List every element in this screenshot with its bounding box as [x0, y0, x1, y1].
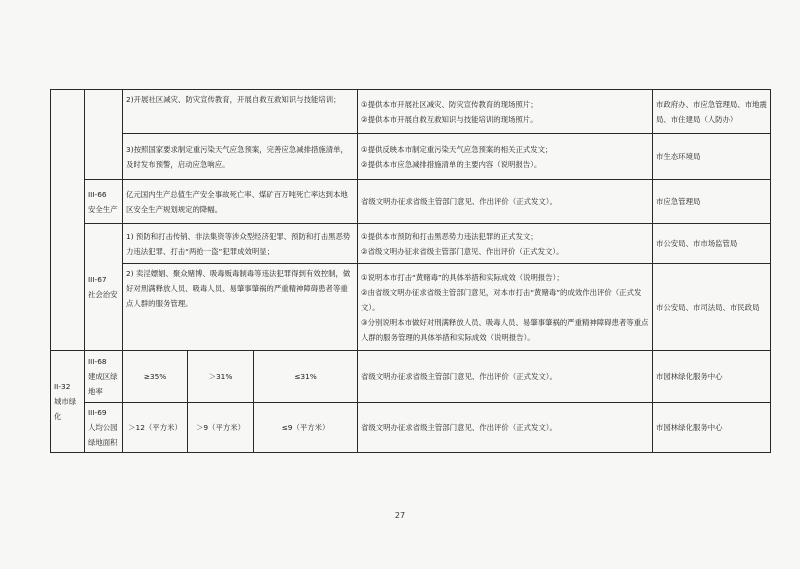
- group-name: 城市绿化: [54, 397, 77, 421]
- evidence-line: ①说明本市打击“黄赌毒”的具体举措和实际成效（说明报告）；: [361, 272, 564, 282]
- evidence-line: ②提供本市开展自救互救知识与技能培训的现场照片。: [361, 114, 538, 124]
- code-cell: [85, 224, 123, 351]
- indicator-name: 人均公园绿地面积: [88, 423, 118, 447]
- evidence-line: ③分别说明本市做好对刑满释放人员、吸毒人员、易肇事肇祸的严重精神障碍患者等重点人群的服务管理的具体举措和实际成效（说明报告）。: [361, 317, 649, 342]
- evidence-line: ②由省级文明办征求省级主管部门意见，对本市打击“黄赌毒”的成效作出评价（正式发文）。: [361, 287, 642, 312]
- level-cell: ＞12（平方米）: [123, 403, 188, 453]
- indicator-code: III-68: [88, 357, 107, 366]
- code-cell: [85, 180, 123, 224]
- dept-cell: 市园林绿化服务中心: [653, 351, 771, 403]
- evidence-cell: [358, 180, 653, 224]
- table-row: [51, 90, 771, 134]
- indicator-code: III-66: [88, 189, 107, 199]
- evaluation-table: [50, 89, 771, 453]
- level-cell: ≤31%: [254, 351, 358, 403]
- table-row: [51, 134, 771, 180]
- table-row: [51, 264, 771, 351]
- indicator-code: III-69: [88, 408, 107, 417]
- code-cell: [85, 351, 123, 403]
- evidence-cell: [358, 224, 653, 264]
- indicator-name: 安全生产: [88, 204, 118, 214]
- level-cell: ≥35%: [123, 351, 188, 403]
- dept-cell: 市园林绿化服务中心: [653, 403, 771, 453]
- dept-cell: 市公安局、市市场监管局: [653, 224, 771, 264]
- dept-cell: 市公安局、市司法局、市民政局: [653, 264, 771, 351]
- task-cell: 2)开展社区减灾、防灾宣传教育，开展自救互救知识与技能培训；: [123, 90, 358, 134]
- task-cell: 2) 卖淫嫖娼、聚众赌博、吸毒贩毒制毒等违法犯罪得到有效控制，做好对刑满释放人员、吸毒人员、易肇事肇祸的严重精神障碍患者等重点人群的服务管理。: [123, 264, 358, 351]
- evidence-line: ①提供本市开展社区减灾、防灾宣传教育的现场照片；: [361, 99, 538, 109]
- task-cell: 3)按照国家要求制定重污染天气应急预案，完善应急减排措施清单，及时发布预警，启动应急响应。: [123, 134, 358, 180]
- evidence-line: ②提供本市应急减排措施清单的主要内容（说明报告）。: [361, 159, 542, 169]
- level-cell: ≤9（平方米）: [254, 403, 358, 453]
- evidence-cell: [358, 90, 653, 134]
- task-cell: 亿元国内生产总值生产安全事故死亡率、煤矿百万吨死亡率达到本地区安全生产规划规定的降幅。: [123, 180, 358, 224]
- table-row: [51, 180, 771, 224]
- level-cell: ＞31%: [188, 351, 254, 403]
- group-cell-empty: [51, 90, 85, 351]
- evidence-line: ②省级文明办征求省级主管部门意见、作出评价（正式发文）。: [361, 246, 564, 256]
- evidence-line: ①提供本市预防和打击黑恶势力违法犯罪的正式发文；: [361, 231, 538, 241]
- evidence-cell: [358, 264, 653, 351]
- evidence-cell: [358, 351, 653, 403]
- evidence-line: 省级文明办征求省级主管部门意见、作出评价（正式发文）。: [361, 423, 557, 432]
- evidence-line: 省级文明办征求省级主管部门意见、作出评价（正式发文）。: [361, 197, 557, 206]
- code-cell-empty: [85, 90, 123, 180]
- indicator-name: 建成区绿地率: [88, 372, 118, 396]
- evidence-line: ①提供反映本市制定重污染天气应急预案的相关正式发文；: [361, 144, 553, 154]
- evidence-cell: [358, 134, 653, 180]
- dept-cell: 市生态环境局: [653, 134, 771, 180]
- group-cell: [51, 351, 85, 453]
- dept-cell: 市政府办、市应急管理局、市地震局、市住建局（人防办）: [653, 90, 771, 134]
- level-cell: ＞9（平方米）: [188, 403, 254, 453]
- table-row: [51, 403, 771, 453]
- group-code: II-32: [54, 382, 71, 391]
- page-number: 27: [394, 511, 406, 520]
- table-row: [51, 351, 771, 403]
- evidence-cell: [358, 403, 653, 453]
- code-cell: [85, 403, 123, 453]
- task-cell: 1) 预防和打击传销、非法集资等涉众型经济犯罪、预防和打击黑恶势力违法犯罪、打击“两抢一盗”犯罪成效明显；: [123, 224, 358, 264]
- dept-cell: 市应急管理局: [653, 180, 771, 224]
- indicator-name: 社会治安: [88, 290, 118, 299]
- table-row: [51, 224, 771, 264]
- indicator-code: III-67: [88, 275, 107, 284]
- evidence-line: 省级文明办征求省级主管部门意见、作出评价（正式发文）。: [361, 372, 557, 381]
